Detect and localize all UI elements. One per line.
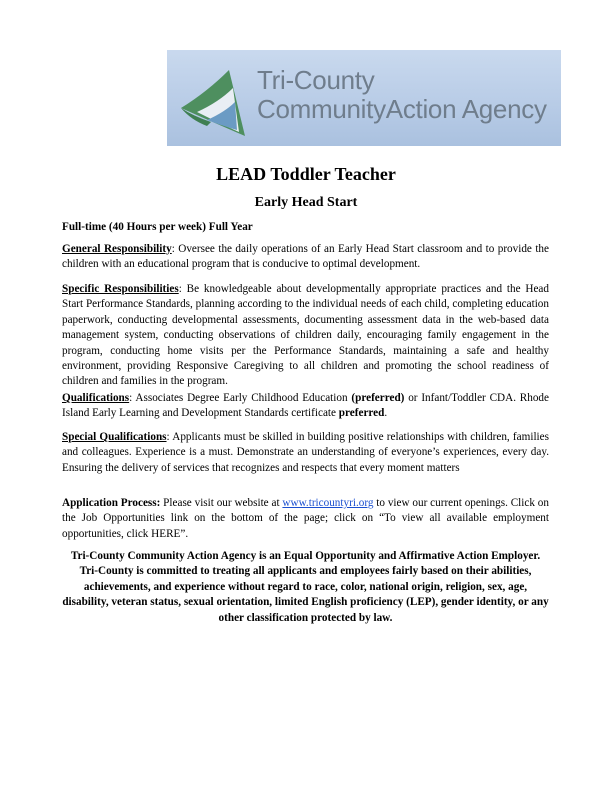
- agency-name-line2: CommunityAction Agency: [257, 94, 547, 124]
- special-qualifications: [62, 430, 549, 476]
- schedule-line: Full-time (40 Hours per week) Full Year: [62, 221, 253, 233]
- special-label: Special Qualifications: [62, 431, 167, 443]
- page-subtitle: Early Head Start: [254, 195, 358, 210]
- qualifications-preferred2: preferred: [338, 407, 385, 420]
- application-process: [62, 496, 549, 542]
- qualifications-text1: : Associates Degree Early Childhood Education: [129, 392, 352, 404]
- application-text1: Please visit our website at: [160, 497, 283, 509]
- qualifications-text3: .: [384, 407, 388, 420]
- general-responsibility: [62, 242, 549, 273]
- specific-responsibilities: [62, 282, 549, 390]
- website-link[interactable]: www.tricountyri.org: [282, 497, 374, 509]
- special-text: : Applicants must be skilled in building positive relationships with children, families and colleagues. Experience is a must. Demonstrate an understanding of everyone’s experiences, every day. Ensuring the delivery of services that recognizes and respects that every moment matters: [62, 431, 549, 474]
- agency-name-line1: Tri-County: [257, 65, 375, 95]
- page-title: LEAD Toddler Teacher: [216, 164, 396, 184]
- agency-logo-banner: [167, 50, 561, 146]
- specific-text: : Be knowledgeable about developmentally appropriate practices and the Head Start Performance Standards, planning according to the individual needs of each child, completing education paperwork, conducting developmental assessments, documenting assessment data in the web-based data management system, conducting observations of children daily, encouraging family engagement in the program, conducting home visits per the Performance Standards, maintaining a safe and healthy environment, providing Responsive Caregiving to all children and promoting the school readiness of children and families in the program.: [62, 283, 549, 388]
- qualifications: [62, 391, 549, 422]
- qualifications-label: Qualifications: [62, 392, 130, 404]
- general-label: General Responsibility: [62, 243, 172, 255]
- application-label: Application Process:: [62, 497, 161, 509]
- general-text: : Oversee the daily operations of an Early Head Start classroom and to provide the children with an educational program that is conducive to optimal development.: [62, 243, 549, 271]
- specific-label: Specific Responsibilities: [62, 283, 179, 295]
- eeo-statement: Tri-County Community Action Agency is an Equal Opportunity and Affirmative Action Employer. Tri-County is committed to treating all applicants and employees fairly based on their abilities, achievements, and experience without regard to race, color, national origin, religion, sex, age, disability, veteran status, sexual orientation, limited English proficiency (LEP), gender identity, or any other classification protected by law.: [62, 550, 549, 624]
- qualifications-text2: or Infant/Toddler CDA. Rhode Island Early Learning and Development Standards certificate: [62, 392, 549, 420]
- qualifications-preferred1: (preferred): [351, 392, 405, 404]
- application-text2: to view our current openings. Click on the Job Opportunities link on the bottom of the page; click on “To view all available employment opportunities, click HERE”.: [62, 497, 549, 540]
